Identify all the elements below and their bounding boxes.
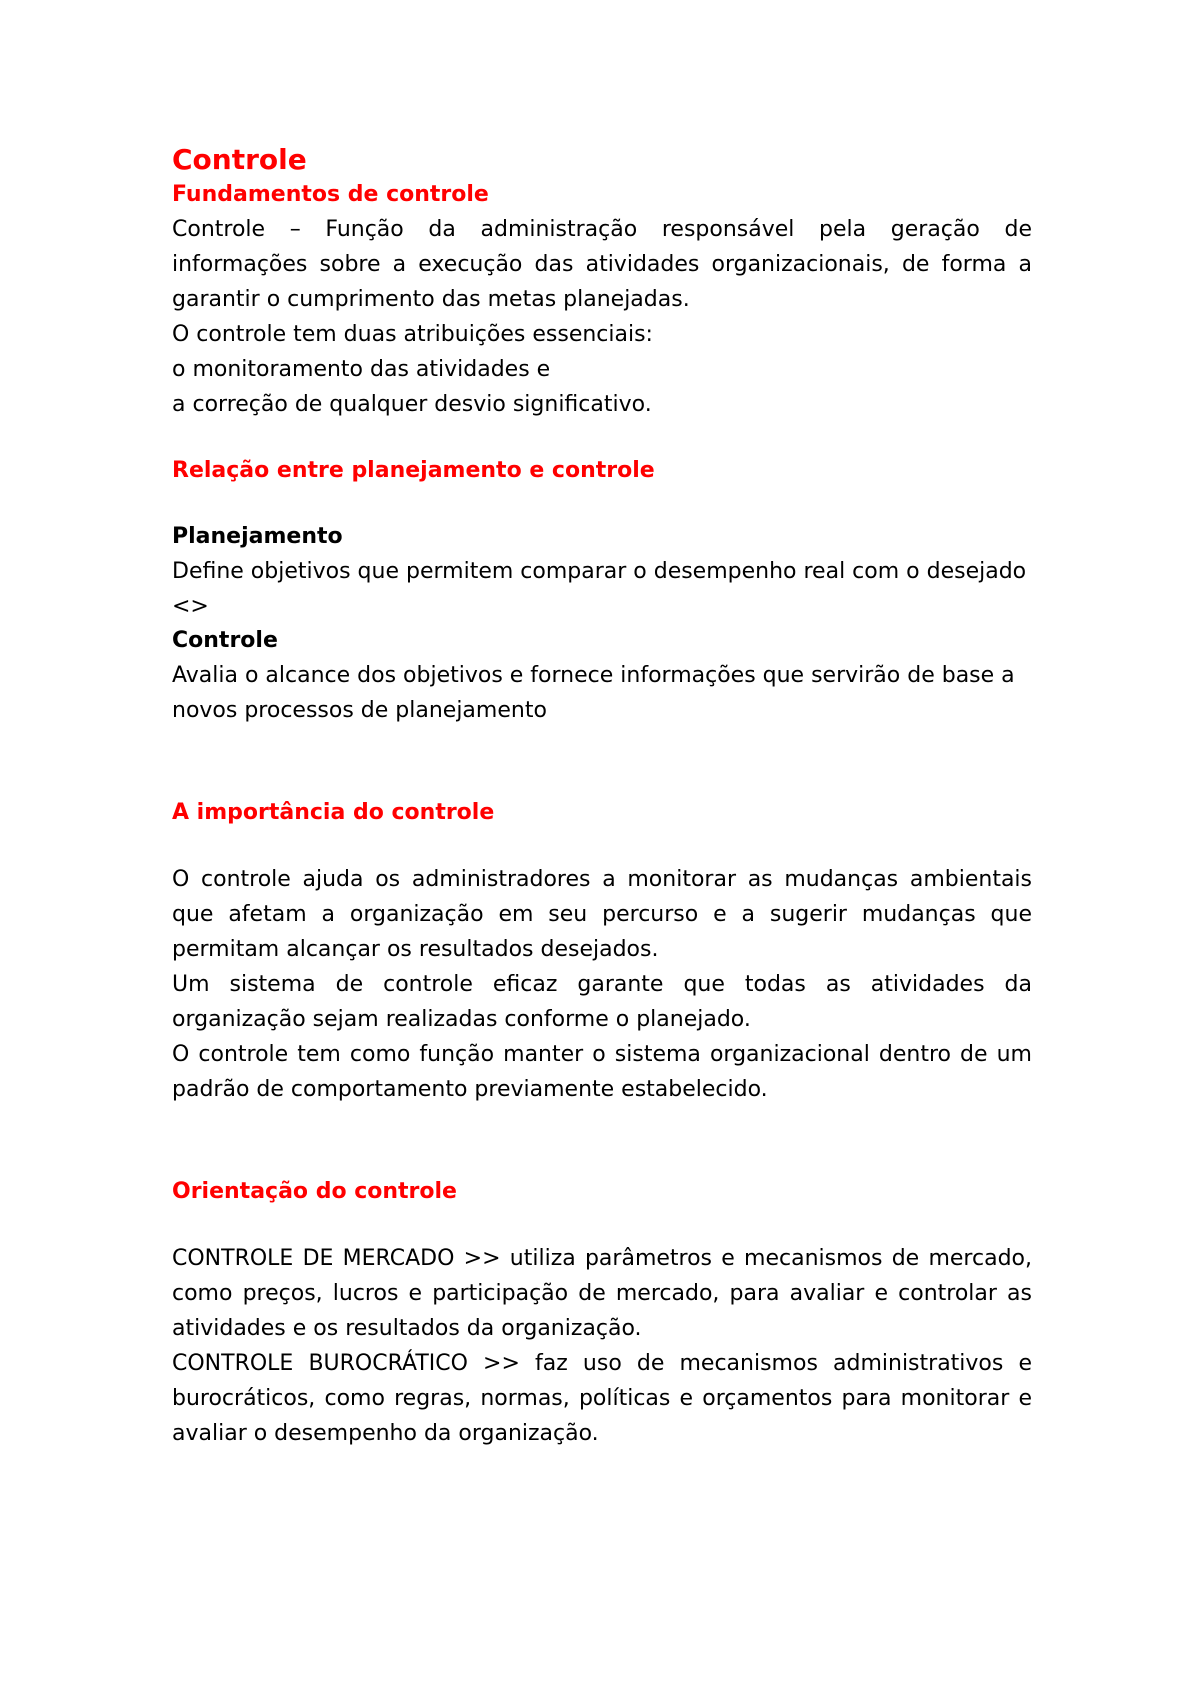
paragraph-fundamentos-4: a correção de qualquer desvio significativo. — [172, 392, 652, 417]
paragraph-controle: Avalia o alcance dos objetivos e fornece informações que servirão de base a novos processos de planejamento — [172, 663, 1015, 723]
spacer — [172, 1209, 1032, 1241]
subheading-controle: Controle — [172, 628, 278, 653]
spacer — [172, 830, 1032, 862]
heading-importancia: A importância do controle — [172, 800, 495, 825]
paragraph-importancia-2: Um sistema de controle eficaz garante que todas as atividades da organização sejam realizadas conforme o planejado. — [172, 972, 1032, 1032]
heading-fundamentos: Fundamentos de controle — [172, 182, 489, 207]
heading-orientacao: Orientação do controle — [172, 1179, 457, 1204]
heading-relacao: Relação entre planejamento e controle — [172, 458, 655, 483]
paragraph-planejamento: Define objetivos que permitem comparar o desempenho real com o desejado <> — [172, 559, 1027, 619]
paragraph-importancia-1: O controle ajuda os administradores a monitorar as mudanças ambientais que afetam a organização em seu percurso e a sugerir mudanças que permitam alcançar os resultados desejados. — [172, 867, 1032, 962]
paragraph-fundamentos-3: o monitoramento das atividades e — [172, 357, 551, 382]
paragraph-fundamentos-1: Controle – Função da administração responsável pela geração de informações sobre a execução das atividades organizacionais, de forma a garantir o cumprimento das metas planejadas. — [172, 217, 1032, 312]
paragraph-fundamentos-2: O controle tem duas atribuições essenciais: — [172, 322, 653, 347]
spacer — [172, 422, 1032, 454]
paragraph-orientacao-mercado: CONTROLE DE MERCADO >> utiliza parâmetros e mecanismos de mercado, como preços, lucros e participação de mercado, para avaliar e controlar as atividades e os resultados da organização. — [172, 1246, 1032, 1341]
paragraph-orientacao-burocratico: CONTROLE BUROCRÁTICO >> faz uso de mecanismos administrativos e burocráticos, como regras, normas, políticas e orçamentos para monitorar e avaliar o desempenho da organização. — [172, 1351, 1032, 1446]
spacer — [172, 728, 1032, 796]
document-page — [172, 142, 1032, 1451]
document-title: Controle — [172, 143, 307, 176]
spacer — [172, 488, 1032, 520]
paragraph-importancia-3: O controle tem como função manter o sistema organizacional dentro de um padrão de comportamento previamente estabelecido. — [172, 1042, 1032, 1102]
subheading-planejamento: Planejamento — [172, 524, 343, 549]
spacer — [172, 1107, 1032, 1175]
